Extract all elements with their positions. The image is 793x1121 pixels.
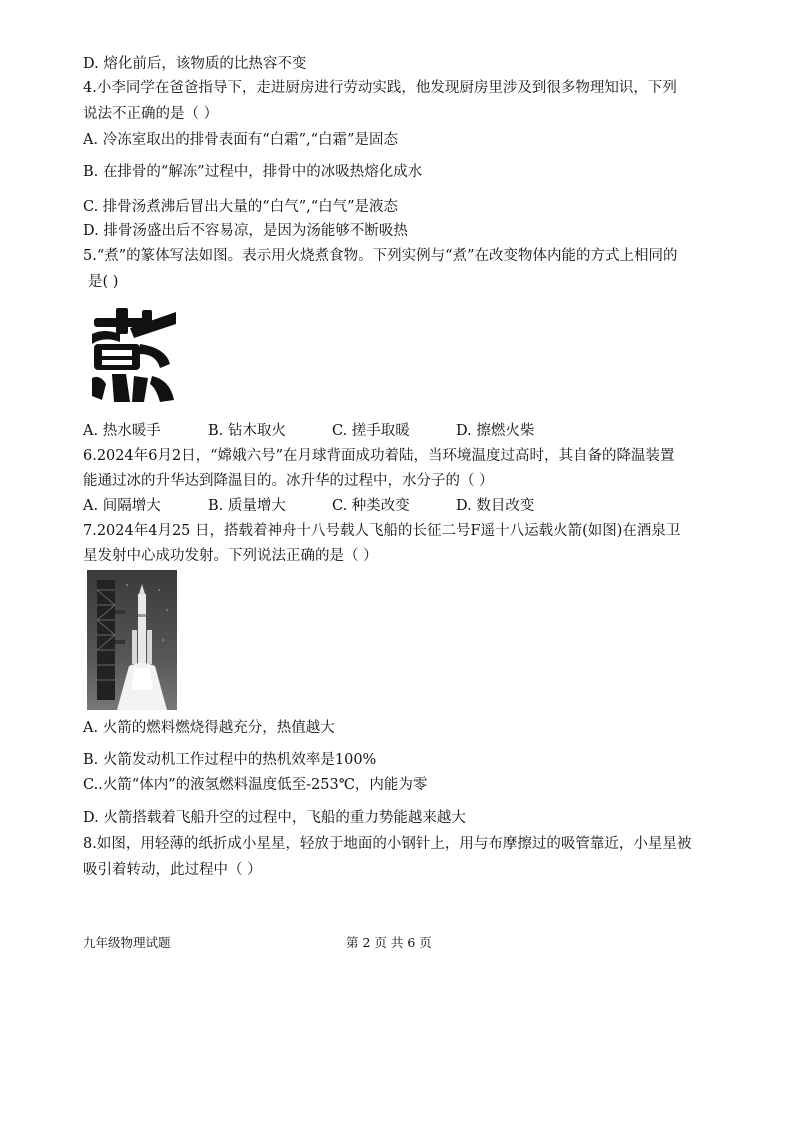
seal-script-glyph: [86, 304, 178, 404]
q8-stem-line-2: 吸引着转动，此过程中（ ）: [83, 862, 262, 878]
q5-option-c: C. 搓手取暖: [332, 423, 410, 439]
q4-option-b: B. 在排骨的“解冻”过程中，排骨中的冰吸热熔化成水: [83, 164, 423, 180]
q8-stem-line-1: 8.如图，用轻薄的纸折成小星星，轻放于地面的小钢针上，用与布摩擦过的吸管靠近，小星星被: [83, 836, 692, 852]
q6-stem-line-2: 能通过冰的升华达到降温目的。冰升华的过程中，水分子的（ ）: [83, 473, 494, 489]
q7-option-c: C..火箭“体内”的液氢燃料温度低至-253℃，内能为零: [83, 777, 428, 793]
q5-options: [83, 421, 534, 441]
q6-option-c: C. 种类改变: [332, 498, 410, 514]
q5-stem-line-1: 5.“煮”的篆体写法如图。表示用火烧煮食物。下列实例与“煮”在改变物体内能的方式上相同的: [83, 248, 678, 264]
rocket-launch-photo: [87, 570, 177, 710]
seal-script-zhu-figure: [86, 304, 178, 404]
q7-option-a: A. 火箭的燃料燃烧得越充分，热值越大: [83, 720, 335, 736]
q6-option-a: A. 间隔增大: [83, 498, 161, 514]
q5-option-b: B. 钻木取火: [208, 423, 286, 439]
q6-stem-line-1: 6.2024年6月2日，“嫦娥六号”在月球背面成功着陆，当环境温度过高时，其自备的降温装置: [83, 448, 675, 464]
q6-option-d: D. 数目改变: [456, 498, 535, 514]
q4-stem-line-2: 说法不正确的是（ ）: [83, 106, 219, 122]
rocket-photo-image: [87, 570, 177, 710]
q7-stem-line-2: 星发射中心成功发射。下列说法正确的是（ ）: [83, 548, 378, 564]
q7-option-d: D. 火箭搭载着飞船升空的过程中，飞船的重力势能越来越大: [83, 810, 466, 826]
q4-option-a: A. 冷冻室取出的排骨表面有“白霜”,“白霜”是固态: [83, 132, 398, 148]
footer-page-number: 第 2 页 共 6 页: [346, 935, 432, 950]
q5-option-d: D. 擦燃火柴: [456, 423, 535, 439]
q5-stem-line-2: 是( ): [88, 274, 119, 290]
q4-stem-line-1: 4.小李同学在爸爸指导下，走进厨房进行劳动实践，他发现厨房里涉及到很多物理知识，下列: [83, 80, 677, 96]
q4-option-c: C. 排骨汤煮沸后冒出大量的“白气”,“白气”是液态: [83, 199, 399, 215]
q6-options: [83, 496, 534, 516]
q6-option-b: B. 质量增大: [208, 498, 286, 514]
q7-stem-line-1: 7.2024年4月25 日，搭载着神舟十八号载人飞船的长征二号F遥十八运载火箭(如图)在酒泉卫: [83, 523, 681, 539]
q4-option-d: D. 排骨汤盛出后不容易凉，是因为汤能够不断吸热: [83, 223, 408, 239]
q5-option-a: A. 热水暖手: [83, 423, 161, 439]
footer-subject: 九年级物理试题: [83, 935, 171, 950]
q3-option-d: D. 熔化前后，该物质的比热容不变: [83, 56, 307, 72]
q7-option-b: B. 火箭发动机工作过程中的热机效率是100%: [83, 752, 377, 768]
